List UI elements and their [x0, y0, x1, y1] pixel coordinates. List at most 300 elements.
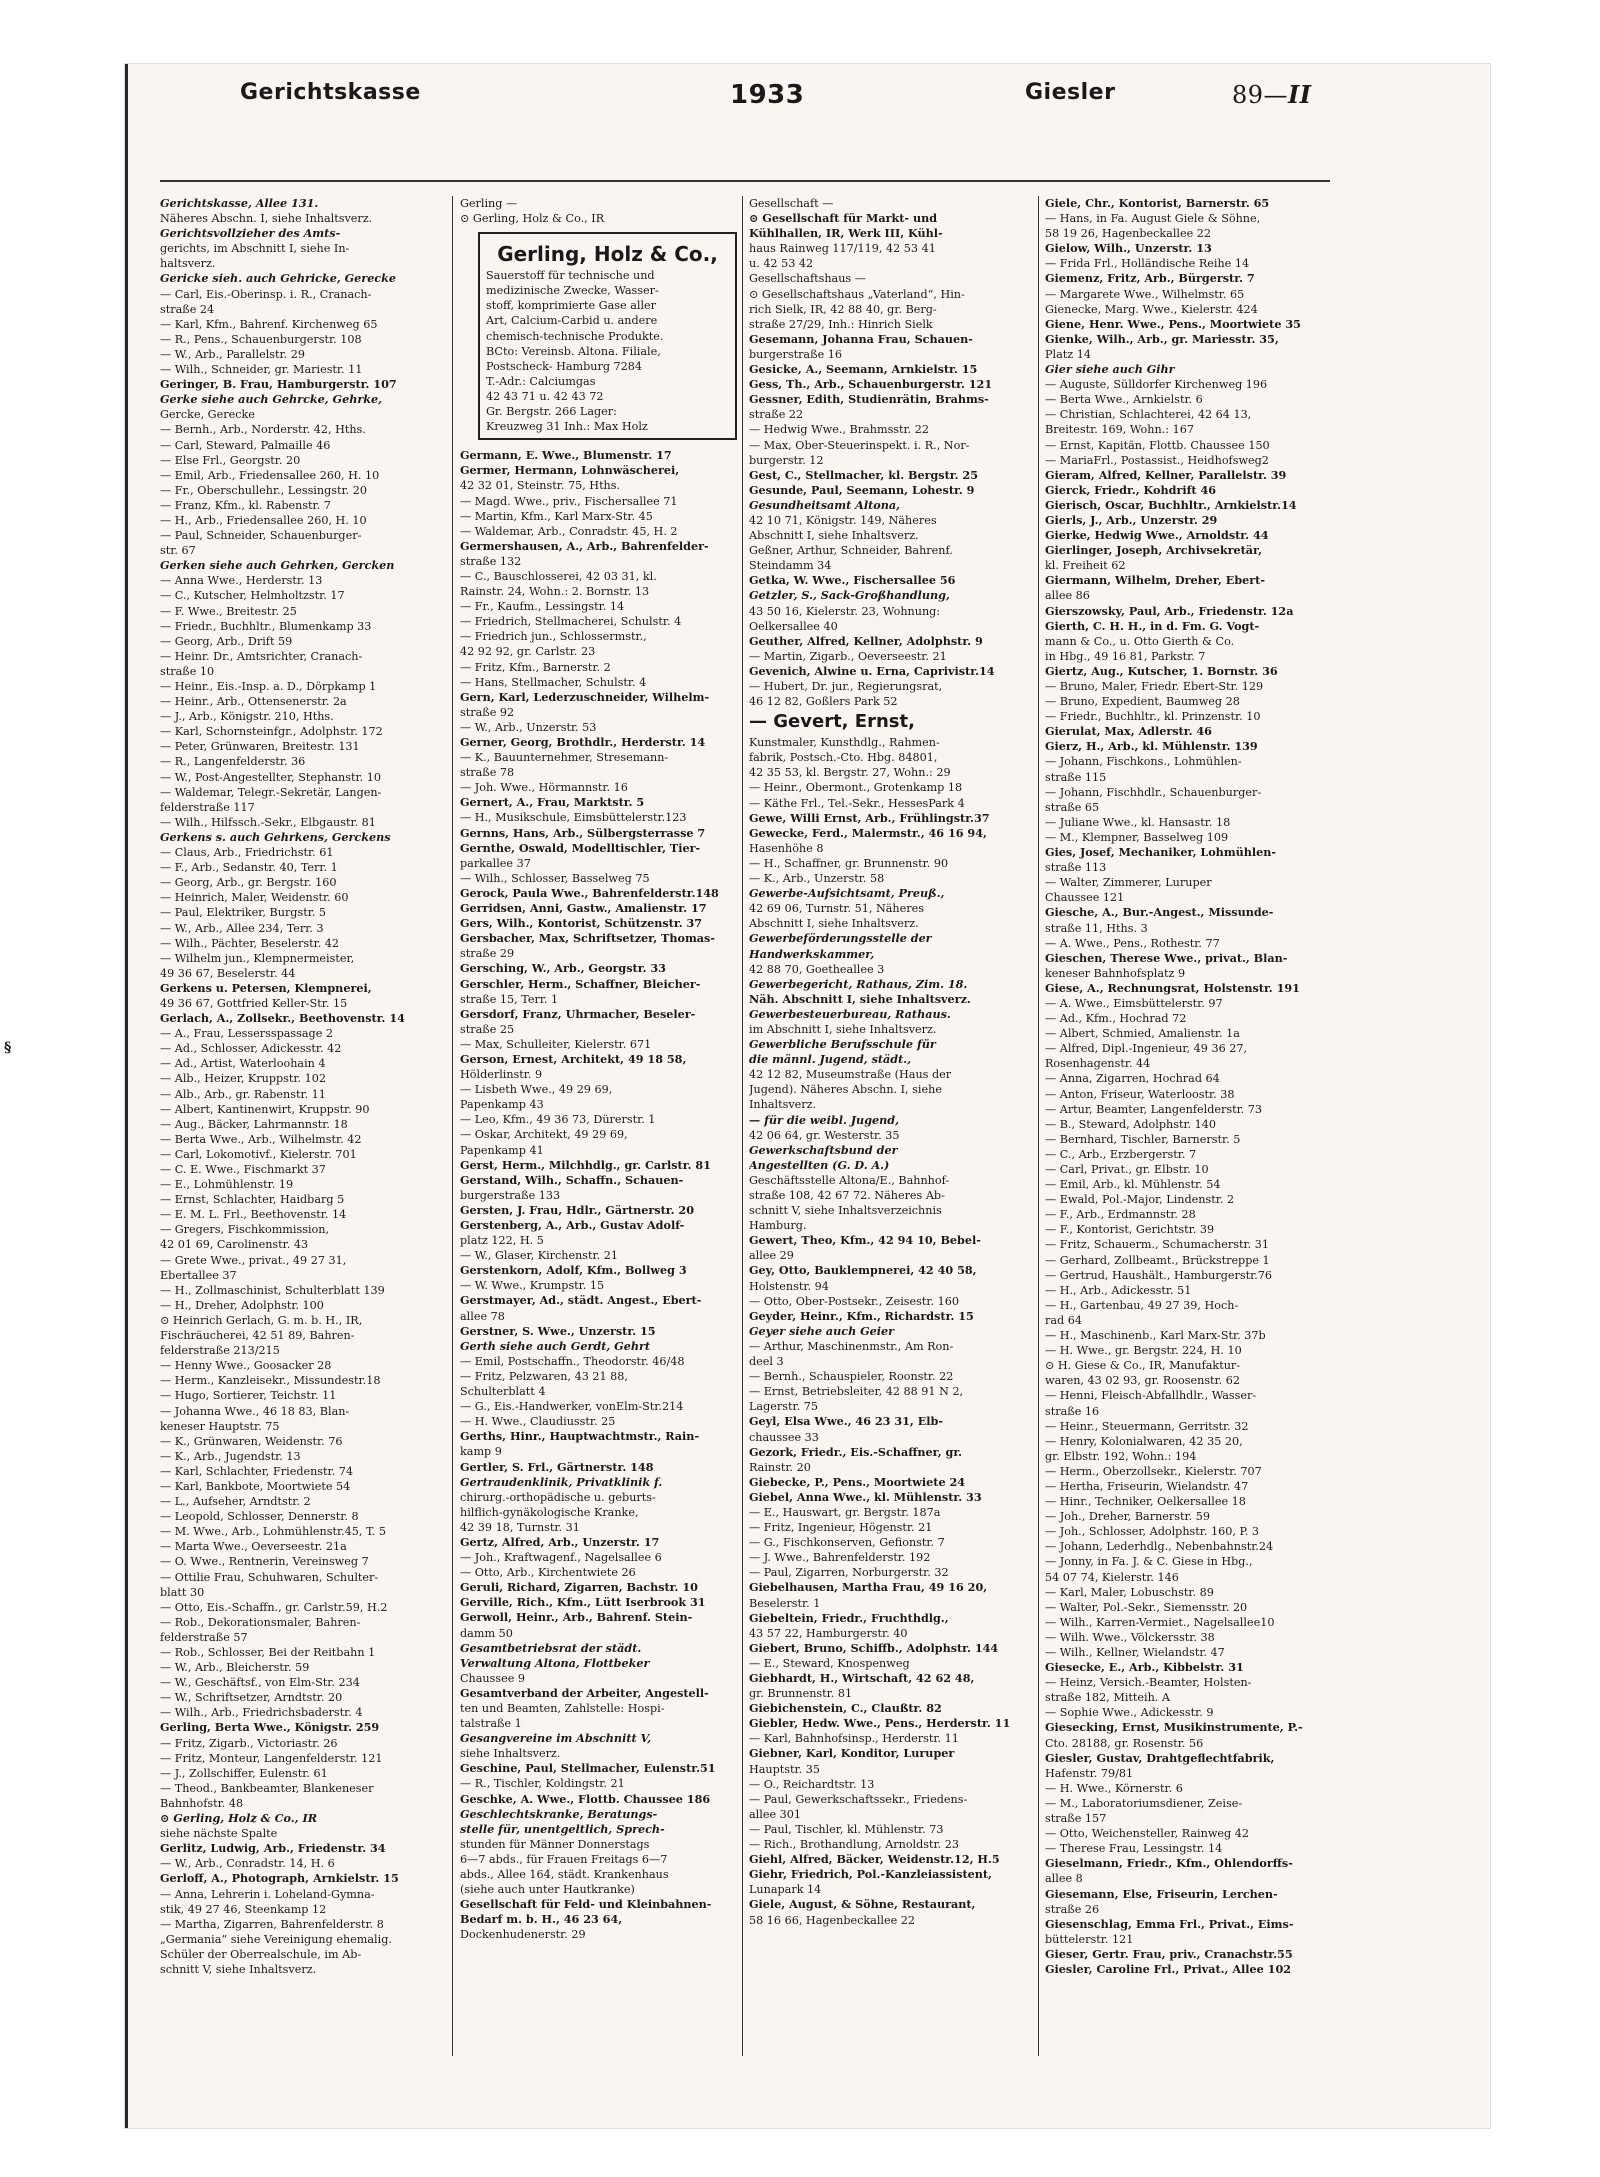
directory-line: — Aug., Bäcker, Lahrmannstr. 18	[160, 1117, 348, 1131]
directory-line: straße 15, Terr. 1	[460, 992, 559, 1006]
directory-line: — Fritz, Schauerm., Schumacherstr. 31	[1045, 1238, 1269, 1252]
directory-line: straße 65	[1045, 800, 1100, 814]
directory-line: — Joh. Wwe., Hörmannstr. 16	[460, 781, 628, 795]
header-rule	[160, 180, 1330, 182]
directory-line: Gielow, Wilh., Unzerstr. 13	[1045, 241, 1212, 256]
directory-line: u. 42 53 42	[749, 257, 814, 271]
directory-line: 43 57 22, Hamburgerstr. 40	[749, 1626, 908, 1640]
directory-line: — F., Arb., Erdmannstr. 28	[1045, 1208, 1196, 1222]
directory-line: — Waldemar, Telegr.-Sekretär, Langen-	[160, 785, 382, 799]
directory-line: — W. Wwe., Krumpstr. 15	[460, 1279, 605, 1293]
directory-line: 58 16 66, Hagenbeckallee 22	[749, 1913, 916, 1927]
directory-line: — Joh., Kraftwagenf., Nagelsallee 6	[460, 1551, 662, 1565]
page-number-value: 89—	[1232, 81, 1289, 109]
directory-line: — Fr., Kaufm., Lessingstr. 14	[460, 600, 625, 614]
directory-line: haltsverz.	[160, 257, 216, 271]
directory-line: straße 10	[160, 664, 215, 678]
directory-line: Gewecke, Ferd., Malermstr., 46 16 94,	[749, 825, 987, 840]
directory-line: Lunapark 14	[749, 1883, 822, 1897]
directory-line: Giese, A., Rechnungsrat, Holstenstr. 191	[1045, 980, 1300, 995]
directory-line: straße 16	[1045, 1404, 1100, 1418]
directory-line: Gerths, Hinr., Hauptwachtmstr., Rain-	[460, 1429, 700, 1444]
directory-line: — E., Steward, Knospenweg	[749, 1656, 910, 1670]
directory-line: — Joh., Dreher, Barnerstr. 59	[1045, 1510, 1210, 1524]
directory-line: rich Sielk, IR, 42 88 40, gr. Berg-	[749, 302, 937, 316]
directory-line: — Wilh., Karren-Vermiet., Nagelsallee10	[1045, 1615, 1275, 1629]
directory-line: — Rich., Brothandlung, Arnoldstr. 23	[749, 1838, 959, 1852]
directory-line: — O., Reichardtstr. 13	[749, 1777, 875, 1791]
directory-line: 42 35 53, kl. Bergstr. 27, Wohn.: 29	[749, 766, 951, 780]
directory-line: — Henny Wwe., Goosacker 28	[160, 1359, 332, 1373]
directory-line: Gessner, Edith, Studienrätin, Brahms-	[749, 392, 989, 407]
directory-line: Gerling —	[460, 197, 518, 210]
directory-line: — Carl, Eis.-Oberinsp. i. R., Cranach-	[160, 287, 372, 301]
directory-line: Gertz, Alfred, Arb., Unzerstr. 17	[460, 1534, 660, 1549]
directory-line: Angestellten (G. D. A.)	[749, 1157, 890, 1172]
directory-line: — Alfred, Dipl.-Ingenieur, 49 36 27,	[1045, 1042, 1248, 1056]
directory-line: — Martha, Zigarren, Bahrenfelderstr. 8	[160, 1917, 384, 1931]
directory-line: — Wilh., Schneider, gr. Mariestr. 11	[160, 363, 363, 377]
directory-line: Giene, Henr. Wwe., Pens., Moortwiete 35	[1045, 316, 1301, 331]
directory-line: — Heinz, Versich.-Beamter, Holsten-	[1045, 1676, 1252, 1690]
directory-line: Schulterblatt 4	[460, 1385, 546, 1399]
directory-line: keneser Bahnhofsplatz 9	[1045, 966, 1186, 980]
entry-column-3	[749, 196, 1034, 2126]
directory-line: Bedarf m. b. H., 46 23 64,	[460, 1912, 623, 1927]
advertisement-line: 42 43 71 u. 42 43 72	[486, 389, 604, 403]
directory-line: Platz 14	[1045, 347, 1091, 361]
directory-line: — H., Zollmaschinist, Schulterblatt 139	[160, 1283, 385, 1297]
directory-line: 42 32 01, Steinstr. 75, Hths.	[460, 479, 621, 493]
directory-line: Giesemann, Else, Friseurin, Lerchen-	[1045, 1886, 1278, 1901]
directory-line: Gierck, Friedr., Kohdrift 46	[1045, 482, 1217, 497]
directory-line: straße 115	[1045, 770, 1107, 784]
directory-line: Hasenhöhe 8	[749, 841, 824, 855]
directory-line: damm 50	[460, 1626, 513, 1640]
directory-line: Gernert, A., Frau, Marktstr. 5	[460, 795, 645, 810]
directory-line: — Marta Wwe., Oeverseestr. 21a	[160, 1540, 347, 1554]
directory-line: — Fritz, Kfm., Barnerstr. 2	[460, 660, 611, 674]
directory-line: — Magd. Wwe., priv., Fischersallee 71	[460, 494, 678, 508]
directory-line: — Martin, Kfm., Karl Marx-Str. 45	[460, 509, 653, 523]
directory-line: 46 12 82, Goßlers Park 52	[749, 695, 898, 709]
directory-line: Holstenstr. 94	[749, 1279, 829, 1293]
directory-line: Kühlhallen, IR, Werk III, Kühl-	[749, 226, 943, 241]
advertisement-line: Gr. Bergstr. 266 Lager:	[486, 405, 617, 419]
directory-line: — Artur, Beamter, Langenfelderstr. 73	[1045, 1102, 1263, 1116]
directory-line: chirurg.-orthopädische u. geburts-	[460, 1490, 656, 1504]
directory-line: (siehe auch unter Hautkranke)	[460, 1883, 635, 1897]
advertisement-line: BCto: Vereinsb. Altona. Filiale,	[486, 344, 661, 358]
directory-line: Rosenhagenstr. 44	[1045, 1057, 1151, 1071]
directory-line: — Else Frl., Georgstr. 20	[160, 453, 301, 467]
directory-line: — Arthur, Maschinenmstr., Am Ron-	[749, 1339, 954, 1353]
directory-line: — R., Pens., Schauenburgerstr. 108	[160, 332, 362, 346]
directory-line: Gerstenkorn, Adolf, Kfm., Bollweg 3	[460, 1263, 687, 1278]
directory-line: — Bruno, Maler, Friedr. Ebert-Str. 129	[1045, 680, 1264, 693]
directory-line: — Gerhard, Zollbeamt., Brückstreppe 1	[1045, 1253, 1270, 1267]
directory-line: — Paul, Zigarren, Norburgerstr. 32	[749, 1566, 949, 1580]
directory-line: straße 24	[160, 302, 215, 316]
directory-line: stunden für Männer Donnerstags	[460, 1837, 650, 1851]
directory-line: — Wilh., Pächter, Beselerstr. 42	[160, 936, 340, 950]
directory-line: siehe nächste Spalte	[160, 1827, 278, 1841]
directory-line: Gerstmayer, Ad., städt. Angest., Ebert-	[460, 1293, 702, 1308]
directory-line: siehe Inhaltsverz.	[460, 1747, 561, 1761]
directory-line: Gerridsen, Anni, Gastw., Amalienstr. 17	[460, 901, 707, 916]
directory-line: Beselerstr. 1	[749, 1596, 821, 1610]
directory-line: — Fritz, Zigarb., Victoriastr. 26	[160, 1736, 338, 1750]
directory-line: Gieram, Alfred, Kellner, Parallelstr. 39	[1045, 467, 1287, 482]
directory-line: Gernthe, Oswald, Modelltischler, Tier-	[460, 840, 701, 855]
directory-line: — C., Arb., Erzbergerstr. 7	[1045, 1147, 1197, 1161]
directory-line: straße 157	[1045, 1812, 1107, 1826]
directory-line: Gienecke, Marg. Wwe., Kielerstr. 424	[1045, 302, 1258, 316]
directory-line: Gernns, Hans, Arb., Sülbergsterrasse 7	[460, 825, 706, 840]
directory-line: — H., Musikschule, Eimsbüttelerstr.123	[460, 811, 687, 825]
directory-line: allee 86	[1045, 589, 1090, 603]
directory-line: — W., Arb., Unzerstr. 53	[460, 720, 597, 734]
directory-line: ⊙ Heinrich Gerlach, G. m. b. H., IR,	[160, 1313, 363, 1327]
directory-line: Gey, Otto, Bauklempnerei, 42 40 58,	[749, 1263, 977, 1278]
directory-line: — Ad., Artist, Waterloohain 4	[160, 1057, 326, 1071]
directory-line: Gesunde, Paul, Seemann, Lohestr. 9	[749, 482, 975, 497]
directory-line: allee 78	[460, 1309, 505, 1323]
directory-line: — Hedwig Wwe., Brahmsstr. 22	[749, 423, 930, 437]
directory-line: — Wilh., Hilfssch.-Sekr., Elbgaustr. 81	[160, 815, 376, 829]
directory-line: Gerloff, A., Photograph, Arnkielstr. 15	[160, 1871, 399, 1886]
directory-line: — W., Post-Angestellter, Stephanstr. 10	[160, 770, 381, 784]
directory-line: 42 39 18, Turnstr. 31	[460, 1520, 580, 1534]
directory-line: — Walter, Pol.-Sekr., Siemensstr. 20	[1045, 1600, 1248, 1614]
directory-line: Gerkens s. auch Gehrkens, Gerckens	[160, 829, 391, 844]
directory-line: Gesicke, A., Seemann, Arnkielstr. 15	[749, 362, 978, 377]
directory-line: Geßner, Arthur, Schneider, Bahrenf.	[749, 544, 953, 558]
directory-line: — H., Dreher, Adolphstr. 100	[160, 1298, 324, 1312]
directory-line: Gersdorf, Franz, Uhrmacher, Beseler-	[460, 1006, 696, 1021]
directory-line: schnitt V, siehe Inhaltsverzeichnis	[749, 1204, 942, 1218]
directory-line: — M., Klempner, Basselweg 109	[1045, 830, 1229, 844]
directory-line: — Frida Frl., Holländische Reihe 14	[1045, 257, 1250, 271]
directory-line: — K., Arb., Jugendstr. 13	[160, 1449, 301, 1463]
directory-line: Oelkersallee 40	[749, 619, 838, 633]
directory-line: Gieselmann, Friedr., Kfm., Ohlendorffs-	[1045, 1856, 1293, 1871]
directory-line: str. 67	[160, 544, 196, 558]
directory-line: — Fritz, Ingenieur, Högenstr. 21	[749, 1521, 933, 1535]
directory-line: allee 8	[1045, 1872, 1083, 1886]
directory-line: Giebelhausen, Martha Frau, 49 16 20,	[749, 1580, 988, 1595]
directory-line: ⊙ Gerling, Holz & Co., IR	[460, 212, 605, 226]
column-rule-3	[1038, 196, 1039, 2056]
directory-line: — Heinr., Steuermann, Gerritstr. 32	[1045, 1419, 1249, 1433]
directory-line: Gesamtbetriebsrat der städt.	[460, 1640, 642, 1655]
directory-line: Gies, Josef, Mechaniker, Lohmühlen-	[1045, 845, 1277, 860]
directory-line: stik, 49 27 46, Steenkamp 12	[160, 1902, 327, 1916]
directory-line: — Franz, Kfm., kl. Rabenstr. 7	[160, 498, 331, 512]
directory-line: — K., Arb., Unzerstr. 58	[749, 872, 885, 886]
directory-line: — C., Bauschlosserei, 42 03 31, kl.	[460, 569, 657, 583]
directory-line: Gerth siehe auch Gerdt, Gehrt	[460, 1338, 651, 1353]
directory-line: Giebler, Hedw. Wwe., Pens., Herderstr. 11	[749, 1716, 1011, 1731]
directory-line: 42 01 69, Carolinenstr. 43	[160, 1238, 309, 1252]
directory-line: — für die weibl. Jugend,	[749, 1112, 899, 1127]
directory-line: Giebecke, P., Pens., Moortwiete 24	[749, 1474, 966, 1489]
directory-line: — L., Aufseher, Arndtstr. 2	[160, 1495, 311, 1509]
directory-line: — Wilhelm jun., Klempnermeister,	[160, 951, 355, 965]
directory-line: parkallee 37	[460, 856, 531, 870]
directory-line: — Carl, Privat., gr. Elbstr. 10	[1045, 1163, 1209, 1176]
entry-column-2	[460, 196, 745, 2126]
directory-line: Gersching, W., Arb., Georgstr. 33	[460, 961, 666, 976]
directory-line: — Claus, Arb., Friedrichstr. 61	[160, 846, 334, 860]
directory-line: Giesler, Caroline Frl., Privat., Allee 102	[1045, 1961, 1292, 1976]
directory-line: Gier siehe auch Gihr	[1045, 362, 1175, 377]
directory-line: — Berta Wwe., Arb., Wilhelmstr. 42	[160, 1132, 362, 1146]
directory-line: burgerstr. 12	[749, 453, 824, 467]
directory-line: — R., Langenfelderstr. 36	[160, 755, 306, 769]
directory-line: schnitt V, siehe Inhaltsverz.	[160, 1962, 317, 1976]
directory-line: Gewerbeförderungsstelle der	[749, 931, 932, 946]
directory-line: — Otto, Weichensteller, Rainweg 42	[1045, 1827, 1249, 1841]
directory-line: büttelerstr. 121	[1045, 1932, 1134, 1946]
directory-line: Gesellschaft für Feld- und Kleinbahnen-	[460, 1897, 712, 1912]
directory-line: Geruli, Richard, Zigarren, Bachstr. 10	[460, 1580, 698, 1595]
directory-line: stelle für, unentgeltlich, Sprech-	[460, 1821, 665, 1836]
directory-line: — G., Fischkonserven, Gefionstr. 7	[749, 1536, 945, 1550]
directory-line: — Karl, Schornsteinfgr., Adolphstr. 172	[160, 725, 383, 739]
directory-line: — Anna, Lehrerin i. Loheland-Gymna-	[160, 1887, 375, 1901]
directory-line: — Anna Wwe., Herderstr. 13	[160, 574, 323, 588]
directory-line: — Ottilie Frau, Schuhwaren, Schulter-	[160, 1570, 379, 1584]
directory-line: — W., Arb., Bleicherstr. 59	[160, 1661, 310, 1675]
directory-line: — Karl, Maler, Lobuschstr. 89	[1045, 1585, 1214, 1599]
directory-line: — Ad., Kfm., Hochrad 72	[1045, 1012, 1187, 1026]
directory-line: — Peter, Grünwaren, Breitestr. 131	[160, 740, 360, 754]
directory-line: Giebichenstein, C., Claußtr. 82	[749, 1701, 942, 1716]
directory-line: — Bruno, Expedient, Baumweg 28	[1045, 695, 1240, 709]
directory-line: — Käthe Frl., Tel.-Sekr., HessesPark 4	[749, 796, 965, 810]
directory-line: mann & Co., u. Otto Gierth & Co.	[1045, 634, 1235, 648]
directory-line: Gierz, H., Arb., kl. Mühlenstr. 139	[1045, 739, 1258, 754]
directory-line: Inhaltsverz.	[749, 1098, 817, 1112]
directory-line: Gesellschaft —	[749, 197, 834, 210]
directory-line: — Leopold, Schlosser, Dennerstr. 8	[160, 1510, 359, 1524]
directory-line: straße 26	[1045, 1902, 1100, 1916]
directory-line: haus Rainweg 117/119, 42 53 41	[749, 242, 936, 256]
directory-line: — Henry, Kolonialwaren, 42 35 20,	[1045, 1434, 1243, 1448]
directory-line: — Hugo, Sortierer, Teichstr. 11	[160, 1389, 337, 1403]
directory-line: Kunstmaler, Kunsthdlg., Rahmen-	[749, 736, 940, 750]
directory-line: 54 07 74, Kielerstr. 146	[1045, 1570, 1179, 1584]
directory-line: Giebert, Bruno, Schiffb., Adolphstr. 144	[749, 1640, 999, 1655]
directory-line: — Leo, Kfm., 49 36 73, Dürerstr. 1	[460, 1113, 656, 1127]
directory-line: Giebhardt, H., Wirtschaft, 42 62 48,	[749, 1671, 975, 1685]
directory-line: — Heinrich, Maler, Weidenstr. 60	[160, 891, 349, 905]
directory-line: — K., Bauunternehmer, Stresemann-	[460, 751, 669, 765]
directory-line: Hamburg.	[749, 1219, 807, 1233]
directory-line: Giele, August, & Söhne, Restaurant,	[749, 1897, 976, 1912]
directory-line: Abschnitt I, siehe Inhaltsverz.	[749, 917, 919, 931]
directory-line: — Paul, Gewerkschaftssekr., Friedens-	[749, 1792, 968, 1806]
directory-line: — G., Eis.-Handwerker, vonElm-Str.214	[460, 1400, 684, 1414]
directory-line: keneser Hauptstr. 75	[160, 1419, 280, 1433]
directory-line: blatt 30	[160, 1585, 205, 1599]
directory-line: — Max, Ober-Steuerinspekt. i. R., Nor-	[749, 438, 970, 452]
directory-line: — Hinr., Techniker, Oelkersallee 18	[1045, 1495, 1246, 1509]
directory-line: Gesundheitsamt Altona,	[749, 497, 901, 512]
directory-line: gr. Elbstr. 192, Wohn.: 194	[1045, 1449, 1197, 1463]
directory-line: — Karl, Kfm., Bahrenf. Kirchenweg 65	[160, 317, 378, 331]
directory-line: Giebeltein, Friedr., Fruchthdlg.,	[749, 1610, 949, 1625]
directory-line: Gerwoll, Heinr., Arb., Bahrenf. Stein-	[460, 1610, 693, 1625]
directory-line: Gerstenberg, A., Arb., Gustav Adolf-	[460, 1218, 685, 1232]
directory-line: Gezork, Friedr., Eis.-Schaffner, gr.	[749, 1444, 963, 1459]
directory-line: chaussee 33	[749, 1430, 819, 1444]
directory-line: — H. Wwe., gr. Bergstr. 224, H. 10	[1045, 1344, 1242, 1358]
directory-line: ten und Beamten, Zahlstelle: Hospi-	[460, 1702, 665, 1715]
directory-line: — Anton, Friseur, Waterloostr. 38	[1045, 1087, 1235, 1101]
directory-line: — W., Glaser, Kirchenstr. 21	[460, 1249, 619, 1263]
directory-line: — Johann, Fischkons., Lohmühlen-	[1045, 755, 1242, 769]
directory-line: Giebner, Karl, Konditor, Luruper	[749, 1746, 955, 1761]
directory-line: 42 10 71, Königstr. 149, Näheres	[749, 513, 937, 527]
directory-line: Hafenstr. 79/81	[1045, 1766, 1134, 1780]
directory-line: — Gertrud, Haushält., Hamburgerstr.76	[1045, 1268, 1272, 1282]
directory-line: fabrik, Postsch.-Cto. Hbg. 84801,	[749, 751, 938, 765]
directory-line: Gewert, Theo, Kfm., 42 94 10, Bebel-	[749, 1233, 981, 1248]
entry-column-1	[160, 196, 445, 2126]
directory-line: — Ad., Schlosser, Adickesstr. 42	[160, 1042, 342, 1056]
directory-line: Geschine, Paul, Stellmacher, Eulenstr.51	[460, 1761, 716, 1776]
directory-line: Näh. Abschnitt I, siehe Inhaltsverz.	[749, 991, 971, 1006]
running-head-right: Giesler	[1025, 80, 1116, 105]
margin-mark: §	[4, 1040, 12, 1056]
directory-line: — Gregers, Fischkommission,	[160, 1223, 330, 1237]
directory-line: — Margarete Wwe., Wilhelmstr. 65	[1045, 287, 1245, 301]
advertisement-line: T.-Adr.: Calciumgas	[486, 374, 596, 388]
directory-line: Gesemann, Johanna Frau, Schauen-	[749, 331, 973, 346]
directory-line: Giertz, Aug., Kutscher, 1. Bornstr. 36	[1045, 663, 1278, 678]
directory-line: 42 69 06, Turnstr. 51, Näheres	[749, 902, 924, 916]
directory-line: Gewerbe-Aufsichtsamt, Preuß.,	[749, 886, 945, 901]
directory-line: — Friedr., Buchhltr., Blumenkamp 33	[160, 619, 372, 633]
directory-line: Gierulat, Max, Adlerstr. 46	[1045, 724, 1212, 739]
directory-line: Ebertallee 37	[160, 1268, 237, 1282]
directory-line: — Juliane Wwe., kl. Hansastr. 18	[1045, 815, 1231, 829]
directory-line: Rainstr. 24, Wohn.: 2. Bornstr. 13	[460, 585, 650, 599]
directory-line: straße 27/29, Inh.: Hinrich Sielk	[749, 317, 933, 331]
directory-line: Geyder, Heinr., Kfm., Richardstr. 15	[749, 1308, 974, 1323]
directory-line: 42 92 92, gr. Carlstr. 23	[460, 645, 596, 659]
directory-line: Hölderlinstr. 9	[460, 1068, 543, 1082]
directory-line: burgerstraße 16	[749, 347, 842, 361]
directory-line: Gerlach, A., Zollsekr., Beethovenstr. 14	[160, 1011, 405, 1026]
directory-line: — Fr., Oberschullehr., Lessingstr. 20	[160, 483, 367, 497]
directory-line: — Alb., Heizer, Kruppstr. 102	[160, 1072, 326, 1086]
directory-line: Gesamtverband der Arbeiter, Angestell-	[460, 1685, 709, 1700]
directory-line: — F., Kontorist, Gerichtstr. 39	[1045, 1223, 1215, 1237]
directory-line: — Georg, Arb., gr. Bergstr. 160	[160, 876, 337, 890]
directory-line: — Theod., Bankbeamter, Blankeneser	[160, 1781, 374, 1795]
directory-line: — W., Schriftsetzer, Arndtstr. 20	[160, 1691, 343, 1705]
directory-line: — Bernh., Schauspieler, Roonstr. 22	[749, 1370, 954, 1384]
directory-line: Breitestr. 169, Wohn.: 167	[1045, 423, 1194, 437]
directory-line: Gerlitz, Ludwig, Arb., Friedenstr. 34	[160, 1841, 386, 1856]
directory-line: Giesenschlag, Emma Frl., Privat., Eims-	[1045, 1916, 1294, 1931]
directory-line: Gerling, Berta Wwe., Königstr. 259	[160, 1720, 380, 1735]
directory-line: Papenkamp 43	[460, 1098, 544, 1112]
directory-line: 42 88 70, Goetheallee 3	[749, 962, 885, 976]
directory-line: Rainstr. 20	[749, 1460, 811, 1474]
directory-line: Gevenich, Alwine u. Erna, Caprivistr.14	[749, 663, 995, 678]
directory-line: Germann, E. Wwe., Blumenstr. 17	[460, 448, 672, 463]
directory-line: kl. Freiheit 62	[1045, 559, 1126, 573]
directory-line: — H. Wwe., Körnerstr. 6	[1045, 1781, 1183, 1795]
directory-line: — Anna, Zigarren, Hochrad 64	[1045, 1072, 1220, 1086]
directory-line: Gierisch, Oscar, Buchhltr., Arnkielstr.14	[1045, 497, 1297, 512]
directory-line: Gerner, Georg, Brothdlr., Herderstr. 14	[460, 735, 706, 749]
directory-line: Giemenz, Fritz, Arb., Bürgerstr. 7	[1045, 271, 1255, 286]
directory-line: Giehr, Friedrich, Pol.-Kanzleiassistent,	[749, 1867, 992, 1882]
directory-line: Gesellschaftshaus —	[749, 272, 866, 286]
directory-line: talstraße 1	[460, 1717, 522, 1731]
directory-line: straße 182, Mitteih. A	[1045, 1691, 1170, 1705]
directory-line: Gierke, Hedwig Wwe., Arnoldstr. 44	[1045, 528, 1269, 543]
directory-line: — H., Arb., Friedensallee 260, H. 10	[160, 513, 367, 527]
directory-line: hilflich-gynäkologische Kranke,	[460, 1505, 639, 1519]
directory-line: — Otto, Eis.-Schaffn., gr. Carlstr.59, H.2	[160, 1600, 388, 1614]
directory-line: — Alb., Arb., gr. Rabenstr. 11	[160, 1087, 326, 1101]
directory-line: straße 132	[460, 554, 522, 568]
directory-line: — Lisbeth Wwe., 49 29 69,	[460, 1083, 613, 1097]
directory-line: — MariaFrl., Postassist., Heidhofsweg2	[1045, 453, 1269, 467]
directory-line: — Bernh., Arb., Norderstr. 42, Hths.	[160, 423, 366, 437]
directory-line: — R., Tischler, Koldingstr. 21	[460, 1777, 625, 1791]
directory-line: Hauptstr. 35	[749, 1762, 820, 1776]
directory-line: deel 3	[749, 1355, 784, 1369]
directory-line: Gerschler, Herm., Schaffner, Bleicher-	[460, 976, 701, 991]
directory-line: Gertraudenklinik, Privatklinik f.	[460, 1474, 663, 1489]
directory-line: gr. Brunnenstr. 81	[749, 1687, 853, 1701]
directory-line: allee 29	[749, 1249, 794, 1263]
advertisement-title: Gerling, Holz & Co.,	[497, 242, 718, 267]
directory-line: Chaussee 121	[1045, 891, 1125, 905]
directory-line: — W., Arb., Allee 234, Terr. 3	[160, 921, 324, 935]
advertisement-line: chemisch-technische Produkte.	[486, 329, 664, 343]
directory-line: — E., Lohmühlenstr. 19	[160, 1178, 294, 1192]
advertisement-line: medizinische Zwecke, Wasser-	[486, 284, 659, 298]
directory-line: Giesche, A., Bur.-Angest., Missunde-	[1045, 905, 1274, 920]
directory-line: Gericke sieh. auch Gehricke, Gerecke	[160, 271, 396, 286]
directory-line: 58 19 26, Hagenbeckallee 22	[1045, 227, 1212, 241]
directory-line: Gierlinger, Joseph, Archivsekretär,	[1045, 543, 1263, 558]
directory-line: 42 06 64, gr. Westerstr. 35	[749, 1128, 900, 1142]
directory-line: felderstraße 117	[160, 800, 255, 814]
directory-line: — Ernst, Betriebsleiter, 42 88 91 N 2,	[749, 1385, 964, 1399]
directory-line: Jugend). Näheres Abschn. I, siehe	[749, 1083, 942, 1097]
advertisement-line: Postscheck- Hamburg 7284	[486, 359, 643, 373]
directory-line: Geschäftsstelle Altona/E., Bahnhof-	[749, 1173, 950, 1187]
directory-line: — H., Gartenbau, 49 27 39, Hoch-	[1045, 1298, 1239, 1312]
directory-line: Geyl, Elsa Wwe., 46 23 31, Elb-	[749, 1414, 943, 1429]
directory-line: Gerkens u. Petersen, Klempnerei,	[160, 980, 372, 995]
directory-line: — Wilh., Kellner, Wielandstr. 47	[1045, 1646, 1225, 1659]
directory-line: — Friedrich jun., Schlossermstr.,	[460, 630, 647, 644]
advertisement-line: Kreuzweg 31 Inh.: Max Holz	[486, 420, 648, 434]
directory-line: Gers, Wilh., Kontorist, Schützenstr. 37	[460, 916, 703, 931]
directory-line: — W., Geschäftsf., von Elm-Str. 234	[160, 1676, 360, 1690]
directory-line: Steindamm 34	[749, 559, 832, 573]
